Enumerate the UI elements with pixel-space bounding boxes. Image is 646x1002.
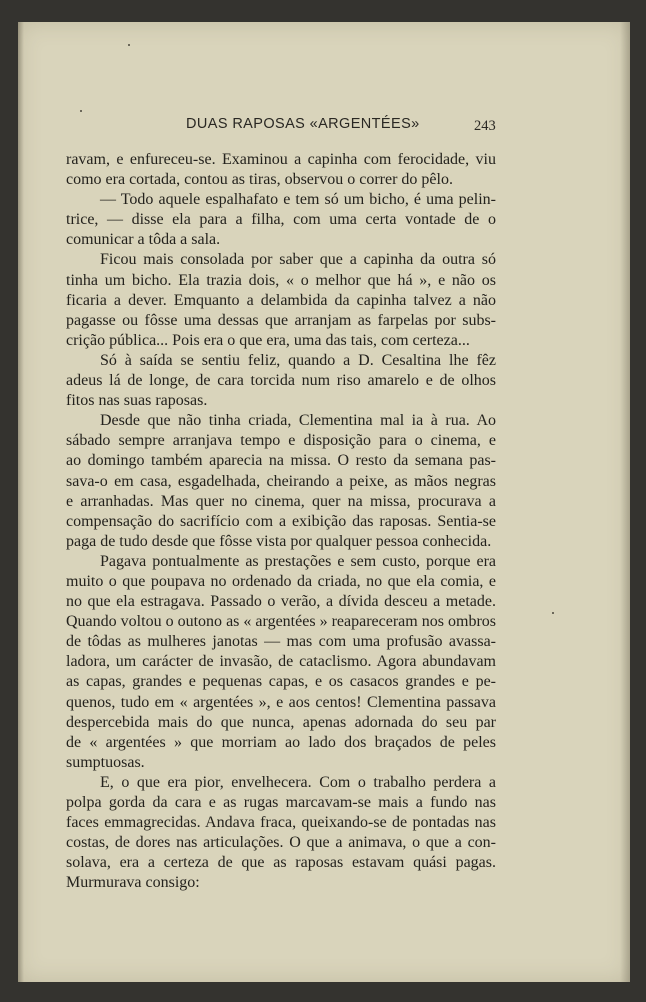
text-line: Só à saída se sentiu feliz, quando a D. Cesaltina lhe fêz: [100, 351, 496, 369]
body-text: [66, 150, 496, 893]
text-line: paga de tudo desde que fôsse vista por qualquer pessoa conhecida.: [66, 532, 492, 550]
page-number: 243: [474, 118, 496, 134]
text-line: Pagava pontualmente as prestações e sem custo, porque era: [100, 552, 496, 570]
text-line: Murmurava consigo:: [66, 874, 200, 892]
text-line: — Todo aquele espalhafato e tem só um bicho, é uma pelin-: [100, 191, 496, 209]
text-line: de « argentées » que morriam ao lado dos braçados de peles: [66, 733, 496, 751]
text-line: no que ela estragava. Passado o verão, a dívida desceu a metade.: [66, 593, 496, 611]
text-line: tinha um bicho. Ela trazia dois, « o melhor que há », e não os: [66, 271, 496, 289]
page-edge-shadow: [620, 22, 630, 982]
text-line: Quando voltou o outono as « argentées » reapareceram nos ombros: [66, 613, 496, 631]
text-line: sumptuosas.: [66, 753, 145, 771]
text-line: ao domingo também aparecia na missa. O resto da semana pas-: [66, 452, 496, 470]
text-line: de tôdas as mulheres janotas — mas com uma profusão avassa-: [66, 633, 496, 651]
text-line: ladora, um carácter de invasão, de cataclismo. Agora abundavam: [66, 653, 496, 671]
text-line: costas, de dores nas articulações. O que a animava, o que a con-: [66, 834, 496, 852]
text-line: despercebida mais do que nunca, apenas adornada do seu par: [66, 713, 496, 731]
text-line: Ficou mais consolada por saber que a capinha da outra só: [100, 251, 496, 269]
text-line: fitos nas suas raposas.: [66, 392, 208, 410]
text-line: quenos, tudo em « argentées », e aos centos! Clementina passava: [66, 693, 496, 711]
text-line: compensação do sacrifício com a exibição das raposas. Sentia-se: [66, 512, 496, 530]
paper-speck: [128, 44, 130, 46]
text-line: solava, era a certeza de que as raposas estavam quási pagas.: [66, 854, 496, 872]
running-head: DUAS RAPOSAS «ARGENTÉES»: [186, 116, 420, 132]
text-line: como era cortada, contou as tiras, observou o correr do pêlo.: [66, 171, 453, 189]
text-line: crição pública... Pois era o que era, uma das tais, com certeza...: [66, 331, 470, 349]
paper-speck: [80, 110, 82, 112]
text-line: adeus lá de longe, de cara torcida num riso amarelo e de olhos: [66, 372, 496, 390]
text-line: faces emmagrecidas. Andava fraca, queixando-se de pontadas nas: [66, 814, 496, 832]
text-line: e arranhadas. Mas quer no cinema, quer na missa, procurava a: [66, 492, 496, 510]
text-line: comunicar a tôda a sala.: [66, 231, 221, 249]
text-line: polpa gorda da cara e as rugas marcavam-se mais a fundo nas: [66, 794, 496, 811]
text-line: ficaria a dever. Emquanto a delambida da capinha talvez a não: [66, 291, 496, 309]
text-line: E, o que era pior, envelhecera. Com o trabalho perdera a: [100, 773, 496, 791]
text-line: as capas, grandes e pequenas capas, e os casacos grandes e pe-: [66, 673, 496, 691]
text-line: sábado sempre arranjava tempo e disposição para o cinema, e: [66, 432, 496, 450]
text-line: ravam, e enfureceu-se. Examinou a capinha com ferocidade, viu: [66, 151, 496, 168]
page-gutter-shadow: [18, 22, 24, 982]
text-line: Desde que não tinha criada, Clementina mal ia à rua. Ao: [100, 412, 496, 430]
paper-speck: [552, 612, 554, 614]
text-line: pagasse ou fôsse uma dessas que arranjam as farpelas por subs-: [66, 311, 496, 329]
text-line: muito o que poupava no ordenado da criada, no que ela comia, e: [66, 572, 496, 590]
text-line: trice, — disse ela para a filha, com uma certa vontade de o: [66, 211, 496, 229]
text-line: sava-o em casa, esgadelhada, cheirando a peixe, as mãos negras: [66, 472, 496, 490]
